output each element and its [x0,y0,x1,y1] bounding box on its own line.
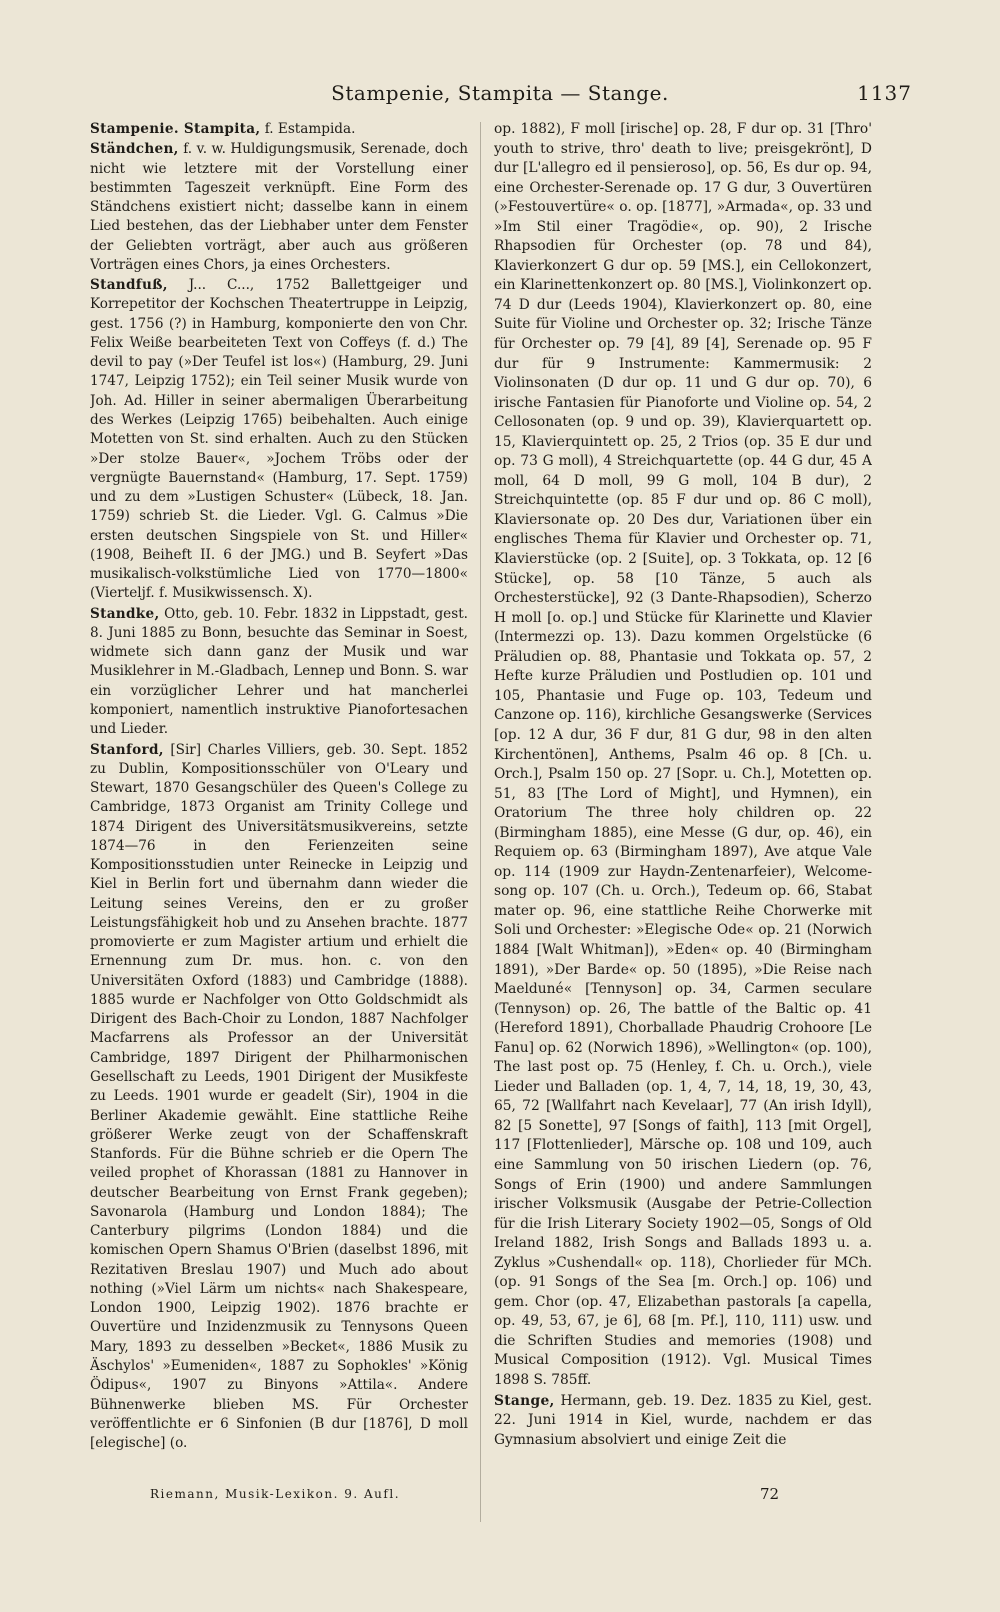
entry-text: Hermann, geb. 19. Dez. 1835 zu Kiel, gest. 22. Juni 1914 in Kiel, wurde, nachdem er das Gymnasium absolviert und einige Zeit die [494,1392,872,1448]
entry-text: [Sir] Charles Villiers, geb. 30. Sept. 1852 zu Dublin, Kompositionsschüler von O'Leary und Stewart, 1870 Gesangschüler des Queen's College zu Cambridge, 1873 Organist am Trinity College und 1874 Dirigent des Universitätsmusikvereins, setzte 1874—76 in den Ferienzeiten seine Kompositionsstudien unter Reinecke in Leipzig und Kiel in Berlin fort und übernahm dann wieder die Leitung seines Vereins, den er zu großer Leistungsfähigkeit hob und zu Ansehen brachte. 1877 promovierte er zum Magister artium und erhielt die Ernennung zum Dr. mus. hon. c. von den Universitäten Oxford (1883) und Cambridge (1888). 1885 wurde er Nachfolger von Otto Goldschmidt als Dirigent des Bach-Choir zu London, 1887 Nachfolger Macfarrens als Professor an der Universität Cambridge, 1897 Dirigent der Philharmonischen Gesellschaft zu Leeds, 1901 Dirigent der Musikfeste zu Leeds. 1901 wurde er geadelt (Sir), 1904 in die Berliner Akademie gewählt. Eine stattliche Reihe größerer Werke zeugt von der Schaffenskraft Stanfords. Für die Bühne schrieb er die Opern The veiled prophet of Khorassan (1881 zu Hannover in deutscher Bearbeitung von Ernst Frank gegeben); Savonarola (Hamburg und London 1884); The Canterbury pilgrims (London 1884) und die komischen Opern Shamus O'Brien (daselbst 1896, mit Rezitativen Breslau 1907) und Much ado about nothing (»Viel Lärm um nichts« nach Shakespeare, London 1900, Leipzig 1902). 1876 brachte er Ouvertüre und Inzidenzmusik zu Tennysons Queen Mary, 1893 zu desselben »Becket«, 1886 Musik zu Äschylos' »Eumeniden«, 1887 zu Sophokles' »König Ödipus«, 1907 zu Binyons »Attila«. Andere Bühnenwerke blieben MS. Für Orchester veröffentlichte er 6 Sinfonien (B dur [1876], D moll [elegische] (o. [90,741,468,1452]
entry-headword: Ständchen, [90,141,179,158]
entry-headword: Standfuß, [90,277,168,294]
running-head [0,78,1000,108]
entry-headword: Stanford, [90,741,164,758]
entry-text: Otto, geb. 10. Febr. 1832 in Lippstadt, gest. 8. Juni 1885 zu Bonn, besuchte das Seminar in Soest, widmete sich dann ganz der Musik und war Musiklehrer in M.-Gladbach, Lennep und Bonn. S. war ein vorzüglicher Lehrer und hat mancherlei komponiert, namentlich instruktive Pianofortesachen und Lieder. [90,605,468,738]
entry-standke [90,605,468,740]
entry-staendchen [90,140,468,275]
left-column [90,120,468,1460]
entry-standfuss [90,276,468,604]
column-divider [480,122,481,1522]
entry-stanford [90,741,468,1454]
book-reference: Riemann, Musik-Lexikon. 9. Aufl. [150,1487,401,1501]
entry-text: f. v. w. Huldigungsmusik, Serenade, doch nicht wie letztere mit der Vorstellung einer bestimmten Tageszeit verknüpft. Eine Form des Ständchens existiert nicht; dasselbe kann in einem Lied bestehen, das der Liebhaber unter dem Fenster der Geliebten vorträgt, aber auch aus größeren Vorträgen eines Chors, ja eines Orchesters. [90,141,468,273]
page-footer [0,1480,1000,1508]
entry-stanford-continued [494,120,872,1391]
page-title: Stampenie, Stampita — Stange. [331,81,669,105]
right-column [494,120,872,1460]
entry-headword: Stange, [494,1392,555,1409]
entry-stampenie [90,120,468,139]
entry-headword: Stampenie. Stampita, [90,121,261,137]
signature-mark: 72 [760,1485,780,1503]
page-number: 1137 [857,81,912,105]
entry-text: f. Estampida. [260,121,356,137]
entry-text: op. 1882), F moll [irische] op. 28, F dur op. 31 [Thro' youth to strive, thro' death to live; preisgekrönt], D dur [L'allegro ed il pensieroso], op. 56, Es dur op. 94, eine Orchester-Serenade op. 17 G dur, 3 Ouvertüren (»Festouvertüre« o. op. [1877], »Armada«, op. 33 und »Im Stil einer Tragödie«, op. 90), 2 Irische Rhapsodien für Orchester (op. 78 und 84), Klavierkonzert G dur op. 59 [MS.], ein Cellokonzert, ein Klarinettenkonzert op. 80 [MS.], Violinkonzert op. 74 D dur (Leeds 1904), Klavierkonzert op. 80, eine Suite für Violine und Orchester op. 32; Irische Tänze für Orchester op. 79 [4], 89 [4], Serenade op. 95 F dur für 9 Instrumente: Kammermusik: 2 Violinsonaten (D dur op. 11 und G dur op. 70), 6 irische Fantasien für Pianoforte und Violine op. 54, 2 Cellosonaten (op. 9 und op. 39), Klavierquartett op. 15, Klavierquintett op. 25, 2 Trios (op. 35 E dur und op. 73 G moll), 4 Streichquartette (op. 44 G dur, 45 A moll, 64 D moll, 99 G moll, 104 B dur), 2 Streichquintette (op. 85 F dur und op. 86 C moll), Klaviersonate op. 20 Des dur, Variationen über ein englisches Thema für Klavier und Orchester op. 71, Klavierstücke (op. 2 [Suite], op. 3 Tokkata, op. 12 [6 Stücke], op. 58 [10 Tänze, 5 auch als Orchesterstücke], 92 (3 Dante-Rhapsodien), Scherzo H moll [o. op.] und Stücke für Klarinette und Klavier (Intermezzi op. 13). Dazu kommen Orgelstücke (6 Präludien op. 88, Phantasie und Tokkata op. 57, 2 Hefte kurze Präludien und Postludien op. 101 und 105, Phantasie und Fuge op. 103, Tedeum und Canzone op. 116), kirchliche Gesangswerke (Services [op. 12 A dur, 36 F dur, 81 G dur, 98 in den alten Kirchentönen], Anthems, Psalm 46 op. 8 [Ch. u. Orch.], Psalm 150 op. 27 [Sopr. u. Ch.], Motetten op. 51, 83 [The Lord of Might], und Hymnen), ein Oratorium The three holy children op. 22 (Birmingham 1885), eine Messe (G dur, op. 46), ein Requiem op. 63 (Birmingham 1897), Ave atque Vale op. 114 (1909 zur Haydn-Zentenarfeier), Welcome-song op. 107 (Ch. u. Orch.), Tedeum op. 66, Stabat mater op. 96, eine stattliche Reihe Chorwerke mit Soli und Orchester: »Elegische Ode« op. 21 (Norwich 1884 [Walt Whitman]), »Eden« op. 40 (Birmingham 1891), »Der Barde« op. 50 (1895), »Die Reise nach Maelduné« [Tennyson] op. 34, Carmen seculare (Tennyson) op. 26, The battle of the Baltic op. 41 (Hereford 1891), Chorballade Phaudrig Crohoore [Le Fanu] op. 62 (Norwich 1896), »Wellington« (op. 100), The last post op. 75 (Henley, f. Ch. u. Orch.), viele Lieder und Balladen (op. 1, 4, 7, 14, 18, 19, 30, 43, 65, 72 [Wallfahrt nach Kevelaar], 77 (An irish Idyll), 82 [5 Sonette], 97 [Songs of faith], 113 [mit Orgel], 117 [Flottenlieder], Märsche op. 108 und 109, auch eine Sammlung von 50 irischen Liedern (op. 76, Songs of Erin (1900) und andere Sammlungen irischer Volksmusik (Ausgabe der Petrie-Collection für die Irish Literary Society 1902—05, Songs of Old Ireland 1882, Irish Songs and Ballads 1893 u. a. Zyklus »Cushendall« op. 118), Chorlieder für MCh. (op. 91 Songs of the Sea [m. Orch.] op. 106) und gem. Chor (op. 47, Elizabethan pastorals [a capella, op. 49, 53, 67, je 6], 68 [m. Pf.], 110, 111) usw. und die Schriften Studies and memories (1908) und Musical Composition (1912). Vgl. Musical Times 1898 S. 785ff. [494,121,872,1388]
entry-text: J... C..., 1752 Ballettgeiger und Korrepetitor der Kochschen Theatertruppe in Leipzig, gest. 1756 (?) in Hamburg, komponierte den von Chr. Felix Weiße bearbeiteten Text von Coffeys (f. d.) The devil to pay (»Der Teufel ist los«) (Hamburg, 29. Juni 1747, Leipzig 1752); ein Teil seiner Musik wurde von Joh. Ad. Hiller in seiner abermaligen Überarbeitung des Werkes (Leipzig 1765) beibehalten. Auch einige Motetten von St. sind erhalten. Auch zu den Stücken »Der stolze Bauer«, »Jochem Tröbs oder der vergnügte Bauernstand« (Hamburg, 17. Sept. 1759) und zu dem »Lustigen Schuster« (Lübeck, 18. Jan. 1759) schrieb St. die Lieder. Vgl. G. Calmus »Die ersten deutschen Singspiele von St. und Hiller« (1908, Beiheft II. 6 der JMG.) und B. Seyfert »Das musikalisch-volkstümliche Lied von 1770—1800« (Vierteljf. f. Musikwissensch. X). [90,277,468,602]
entry-stange [494,1392,872,1451]
entry-headword: Standke, [90,605,160,622]
